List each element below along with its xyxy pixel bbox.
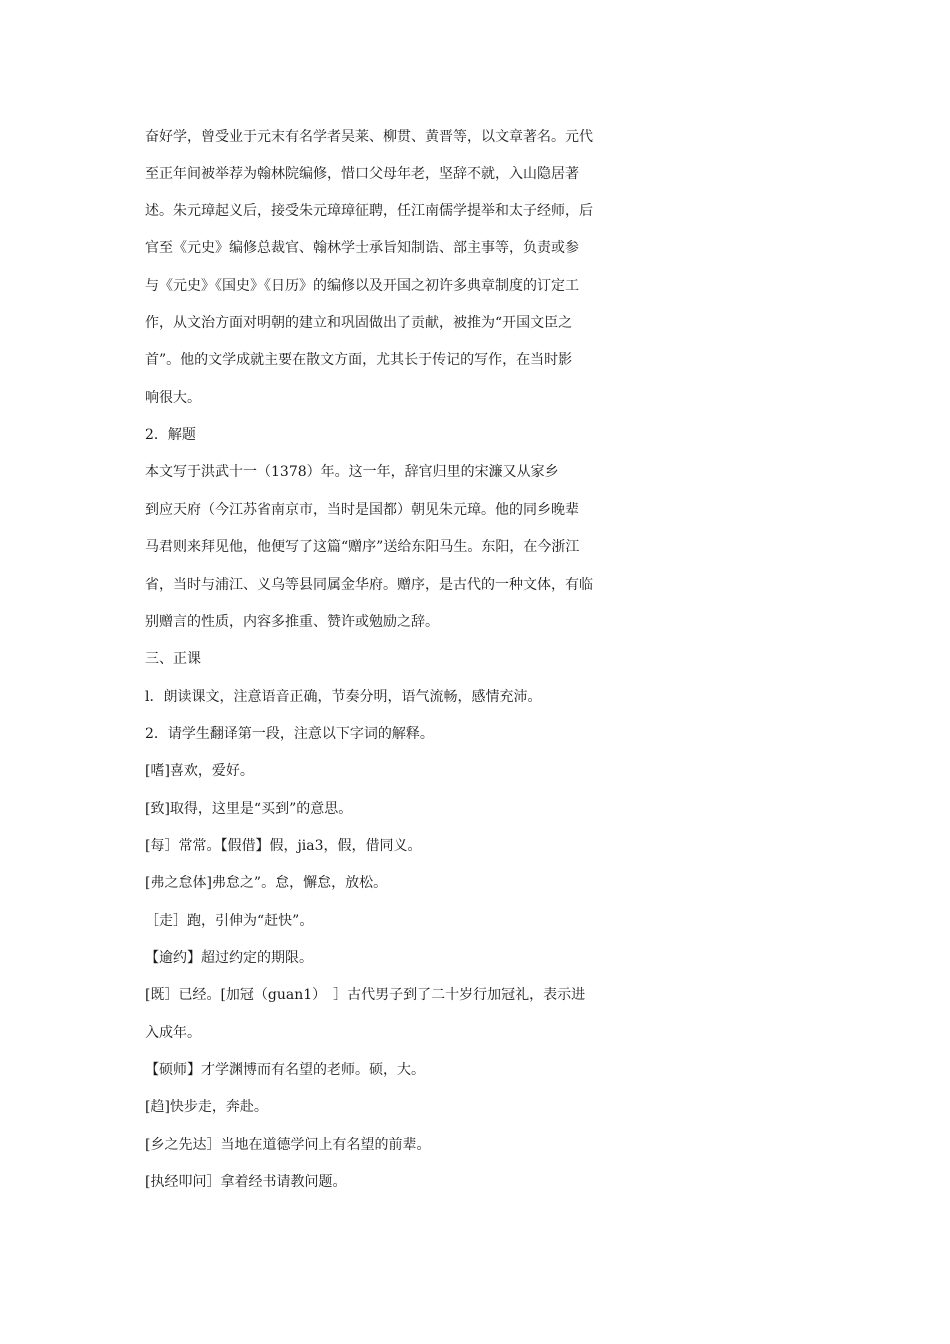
glossary-entry: [嗜]喜欢，爱好。	[145, 763, 254, 779]
list-item: l．朗读课文，注意语音正确，节奏分明，语气流畅，感情充沛。	[145, 689, 542, 705]
glossary-entry: 【硕师】才学渊博而有名望的老师。硕，大。	[145, 1062, 425, 1078]
paragraph-line: 奋好学，曾受业于元末有名学者吴莱、柳贯、黄晋等，以文章著名。元代	[145, 129, 593, 145]
paragraph-line: 响很大。	[145, 390, 201, 406]
paragraph-line: 省，当时与浦江、义乌等县同属金华府。赠序，是古代的一种文体，有临	[145, 577, 593, 593]
paragraph-line: 作，从文治方面对明朝的建立和巩固做出了贡献，被推为“开国文臣之	[145, 315, 573, 331]
glossary-entry: [既］已经。[加冠（guan1） ］古代男子到了二十岁行加冠礼，表示进	[145, 987, 586, 1003]
glossary-entry: 入成年。	[145, 1025, 201, 1041]
paragraph-line: 首”。他的文学成就主要在散文方面，尤其长于传记的写作，在当时影	[145, 352, 573, 368]
section-heading: 2．解题	[145, 427, 196, 443]
glossary-entry: [每］常常。【假借】假，jia3，假，借同义。	[145, 838, 422, 854]
glossary-entry: [趋]快步走，奔赴。	[145, 1099, 268, 1115]
paragraph-line: 官至《元史》编修总裁官、翰林学士承旨知制诰、部主事等，负责或参	[145, 240, 579, 256]
glossary-entry: [致]取得，这里是“买到”的意思。	[145, 801, 353, 817]
glossary-entry: 【逾约】超过约定的期限。	[145, 950, 313, 966]
paragraph-line: 与《元史》《国史》《日历》的编修以及开国之初许多典章制度的订定工	[145, 278, 579, 294]
glossary-entry: [乡之先达］当地在道德学问上有名望的前辈。	[145, 1137, 431, 1153]
paragraph-line: 到应天府（今江苏省南京市，当时是国都）朝见朱元璋。他的同乡晚辈	[145, 502, 579, 518]
glossary-entry: [执经叩问］拿着经书请教问题。	[145, 1174, 347, 1190]
list-item: 2．请学生翻译第一段，注意以下字词的解释。	[145, 726, 434, 742]
paragraph-line: 本文写于洪武十一（1378）年。这一年，辞官归里的宋濂又从家乡	[145, 464, 559, 480]
paragraph-line: 别赠言的性质，内容多推重、赞许或勉励之辞。	[145, 614, 439, 630]
glossary-entry: ［走］跑，引伸为“赶快”。	[145, 913, 314, 929]
glossary-entry: [弗之怠体]弗怠之”。怠，懈怠，放松。	[145, 875, 388, 891]
paragraph-line: 马君则来拜见他，他便写了这篇“赠序”送给东阳马生。东阳，在今浙江	[145, 539, 580, 555]
paragraph-line: 至正年间被举荐为翰林院编修，惜口父母年老，坚辞不就，入山隐居著	[145, 166, 579, 182]
section-heading: 三、正课	[145, 651, 201, 667]
paragraph-line: 述。朱元璋起义后，接受朱元璋璋征聘，任江南儒学提举和太子经师，后	[145, 203, 593, 219]
